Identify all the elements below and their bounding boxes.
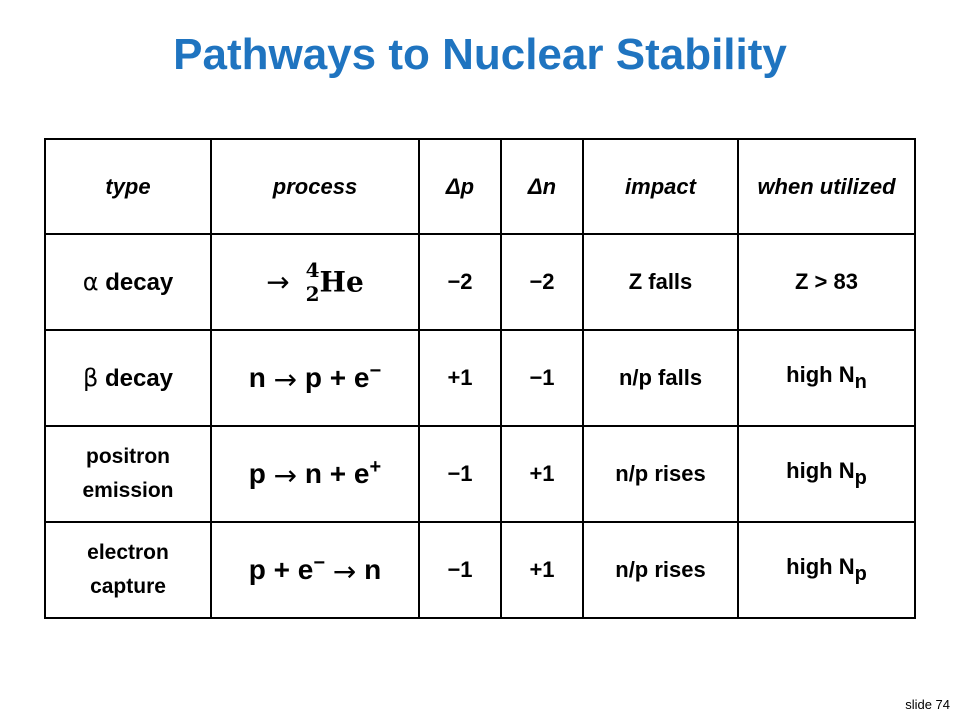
delta-n-cell: −1 (501, 330, 583, 426)
arrow-icon: → (273, 363, 298, 397)
type-label: decay (104, 364, 174, 392)
charge-superscript: − (369, 359, 382, 382)
when-cell: Z > 83 (738, 234, 915, 330)
table-header-row (45, 139, 915, 234)
type-label-line1: electron (87, 541, 169, 564)
impact-cell: Z falls (583, 234, 738, 330)
charge-superscript: − (313, 551, 326, 574)
type-label: decay (105, 268, 174, 296)
table-row (45, 234, 915, 330)
type-label-line2: capture (90, 575, 166, 598)
type-label-line2: emission (82, 479, 174, 502)
process-reactant: n (248, 361, 266, 393)
table-row (45, 426, 915, 522)
process-cell (211, 522, 419, 618)
header-type: type (45, 139, 211, 234)
delta-p-cell: −1 (419, 522, 501, 618)
mass-number: 4 (305, 258, 320, 282)
when-cell (738, 522, 915, 618)
process-cell (211, 426, 419, 522)
process-product: n (364, 553, 382, 585)
delta-n-cell: +1 (501, 522, 583, 618)
when-text: high N (786, 362, 855, 387)
stability-table (44, 138, 916, 619)
impact-cell: n/p falls (583, 330, 738, 426)
charge-superscript: + (369, 455, 382, 478)
table-row (45, 522, 915, 618)
alpha-symbol: α (82, 267, 99, 296)
type-cell (45, 426, 211, 522)
process-cell (211, 330, 419, 426)
when-subscript: n (854, 371, 867, 393)
when-subscript: p (854, 467, 867, 489)
arrow-icon: → (332, 555, 357, 589)
header-when-utilized: when utilized (738, 139, 915, 234)
header-impact: impact (583, 139, 738, 234)
header-delta-n: Δn (501, 139, 583, 234)
process-reactants: p + e (248, 553, 314, 585)
atomic-number: 2 (305, 282, 320, 306)
type-cell (45, 234, 211, 330)
delta-p-cell: −2 (419, 234, 501, 330)
when-cell (738, 330, 915, 426)
when-subscript: p (854, 563, 867, 585)
beta-symbol: β (82, 363, 99, 392)
page-title: Pathways to Nuclear Stability (173, 30, 787, 79)
when-text: high N (786, 458, 855, 483)
process-products: n + e (304, 457, 370, 489)
type-label-line1: positron (86, 445, 170, 468)
impact-cell: n/p rises (583, 522, 738, 618)
process-cell (211, 234, 419, 330)
element-symbol: He (319, 265, 364, 299)
delta-p-cell: +1 (419, 330, 501, 426)
impact-cell: n/p rises (583, 426, 738, 522)
arrow-icon: → (266, 265, 290, 299)
header-process: process (211, 139, 419, 234)
delta-n-cell: +1 (501, 426, 583, 522)
when-text: high N (786, 554, 855, 579)
header-delta-p: Δp (419, 139, 501, 234)
helium-isotope-notation (301, 260, 319, 304)
type-cell (45, 330, 211, 426)
delta-n-cell: −2 (501, 234, 583, 330)
when-cell (738, 426, 915, 522)
process-products: p + e (304, 361, 370, 393)
table-row (45, 330, 915, 426)
slide-number: slide 74 (905, 697, 950, 712)
delta-p-cell: −1 (419, 426, 501, 522)
process-reactant: p (248, 457, 266, 489)
arrow-icon: → (273, 459, 298, 493)
type-cell (45, 522, 211, 618)
